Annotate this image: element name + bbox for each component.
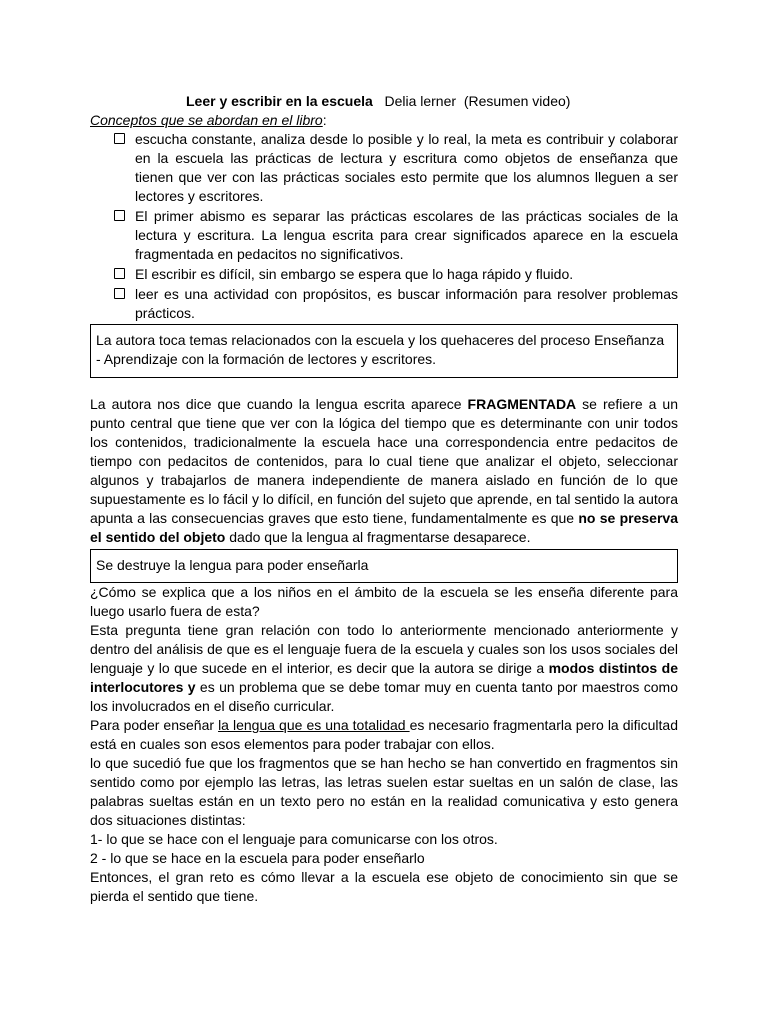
text-run: es necesario fragmentarla pero la dificultad está en cuales son esos elementos para poder trabajar con ellos. [90, 717, 679, 752]
concepts-heading-colon: : [322, 112, 327, 128]
concept-item [114, 285, 678, 323]
concept-item [114, 265, 678, 284]
underlined-run: la lengua que es una totalidad [218, 717, 410, 733]
text-run: es un problema que se debe tomar muy en cuenta tanto por maestros como los involucrados en el diseño curricular. [90, 679, 678, 714]
text-run: Esta pregunta tiene gran relación con todo lo anteriormente mencionado anteriormente y dentro del análisis de que es el lenguaje fuera de la escuela y cuales son los usos sociales del lenguaje y lo que sucede en el interior, es decir que la autora se dirige a [90, 622, 678, 676]
bold-run: no se preserva el sentido del objeto [90, 510, 678, 545]
document-body [90, 92, 678, 906]
checkbox-icon [114, 133, 125, 144]
document-title: Leer y escribir en la escuela [186, 93, 373, 109]
concept-item-text: El primer abismo es separar las prácticas escolares de las prácticas sociales de la lectura y escritura. La lengua escrita para crear significados aparece en la escuela fragmentada en pedacitos no significativos. [135, 208, 678, 262]
text-run: Para poder enseñar [90, 717, 219, 733]
concept-item [114, 207, 678, 264]
document-title-line [90, 92, 678, 111]
situation-item: 1- lo que se hace con el lenguaje para comunicarse con los otros. [90, 831, 498, 847]
relacion-paragraph [90, 621, 678, 716]
bold-run: modos distintos de interlocutores y [90, 660, 678, 695]
checkbox-icon [114, 210, 125, 221]
concept-item [114, 130, 678, 206]
concept-item-text: leer es una actividad con propósitos, es buscar información para resolver problemas prácticos. [135, 286, 678, 321]
question-paragraph: ¿Cómo se explica que a los niños en el ámbito de la escuela se les enseña diferente para luego usarlo fuera de esta? [90, 584, 678, 619]
concept-item-text: El escribir es difícil, sin embargo se espera que lo haga rápido y fluido. [135, 266, 574, 282]
author-name: Delia lerner [384, 93, 457, 109]
totalidad-paragraph [90, 716, 678, 754]
conclusion-paragraph: Entonces, el gran reto es cómo llevar a la escuela ese objeto de conocimiento sin que se pierda el sentido que tiene. [90, 869, 678, 904]
highlight-box: Se destruye la lengua para poder enseñarla [90, 549, 678, 583]
checkbox-icon [114, 268, 125, 279]
text-run: se refiere a un punto central que tiene que ver con la lógica del tiempo que es determinante con unir todos los contenidos, tradicionalmente la escuela hace una correspondencia entre pedacitos de tiempo con pedacitos de contenidos, para lo cual tiene que analizar el objeto, seleccionar algunos y trabajarlos de manera independiente de manera aislado en función de lo que supuestamente es lo fácil y lo difícil, en función del sujeto que aprende, en tal sentido la autora apunta a las consecuencias graves que esto tiene, fundamentalmente es que [90, 396, 678, 526]
concepts-list [90, 130, 678, 323]
situation-item: 2 - lo que se hace en la escuela para poder enseñarlo [90, 850, 425, 866]
title-note: (Resumen video) [463, 93, 571, 109]
concepts-heading [90, 111, 678, 130]
text-run: dado que la lengua al fragmentarse desaparece. [225, 529, 531, 545]
fragmentada-paragraph [90, 395, 678, 547]
fragmentos-paragraph: lo que sucedió fue que los fragmentos que se han hecho se han convertido en fragmentos sin sentido como por ejemplo las letras, las letras suelen estar sueltas en un salón de clase, las palabras sueltas están en un texto pero no están en la realidad comunicativa y esto genera dos situaciones distintas: [90, 755, 678, 828]
bold-run: FRAGMENTADA [467, 396, 577, 412]
checkbox-icon [114, 288, 125, 299]
summary-box: La autora toca temas relacionados con la escuela y los quehaceres del proceso Enseñanza - Aprendizaje con la formación de lectores y escritores. [90, 324, 678, 378]
concept-item-text: escucha constante, analiza desde lo posible y lo real, la meta es contribuir y colaborar en la escuela las prácticas de lectura y escritura como objetos de enseñanza que tienen que ver con las prácticas sociales esto permite que los alumnos lleguen a ser lectores y escritores. [135, 131, 678, 204]
concepts-heading-text: Conceptos que se abordan en el libro [90, 112, 323, 128]
text-run: La autora nos dice que cuando la lengua escrita aparece [90, 396, 468, 412]
